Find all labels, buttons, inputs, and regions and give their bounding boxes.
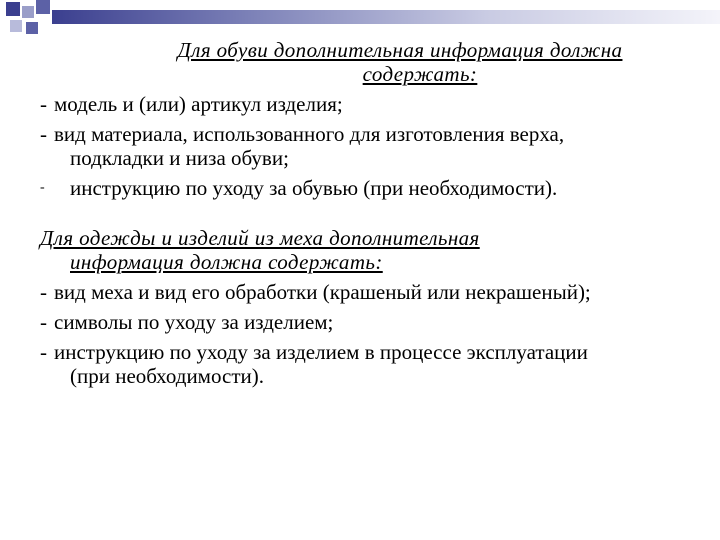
list-dash: - xyxy=(40,340,47,364)
deco-square xyxy=(22,6,34,18)
list-dash: - xyxy=(40,122,47,146)
clothing-heading-line1: Для одежды и изделий из меха дополнительная xyxy=(40,226,480,250)
list-item xyxy=(40,340,700,388)
list-item-text: инструкцию по уходу за изделием в процессе эксплуатации xyxy=(54,340,588,364)
list-item xyxy=(40,176,700,200)
list-item xyxy=(40,280,700,304)
deco-square xyxy=(36,0,50,14)
deco-square xyxy=(10,20,22,32)
list-item-continuation: подкладки и низа обуви; xyxy=(70,146,289,170)
shoes-heading-line2: содержать: xyxy=(362,62,478,86)
list-item-text: вид меха и вид его обработки (крашеный или некрашеный); xyxy=(54,280,591,304)
clothing-heading xyxy=(40,226,700,274)
shoes-heading-line1: Для обуви дополнительная информация должна xyxy=(177,38,623,62)
list-item-text: символы по уходу за изделием; xyxy=(54,310,334,334)
list-item-text: инструкцию по уходу за обувью (при необходимости). xyxy=(70,176,558,200)
list-dash: - xyxy=(40,310,47,334)
slide-content xyxy=(40,38,700,388)
list-item xyxy=(40,122,700,170)
deco-square xyxy=(6,2,20,16)
deco-square xyxy=(26,22,38,34)
list-item xyxy=(40,92,700,116)
list-dash: - xyxy=(40,180,45,195)
list-dash: - xyxy=(40,92,47,116)
list-item-continuation: (при необходимости). xyxy=(70,364,264,388)
shoes-heading xyxy=(40,38,700,86)
corner-decoration xyxy=(0,0,720,40)
list-dash: - xyxy=(40,280,47,304)
list-item xyxy=(40,310,700,334)
header-gradient-bar xyxy=(52,10,720,24)
clothing-heading-line2: информация должна содержать: xyxy=(70,250,383,274)
list-item-text: вид материала, использованного для изготовления верха, xyxy=(54,122,565,146)
list-item-text: модель и (или) артикул изделия; xyxy=(54,92,343,116)
